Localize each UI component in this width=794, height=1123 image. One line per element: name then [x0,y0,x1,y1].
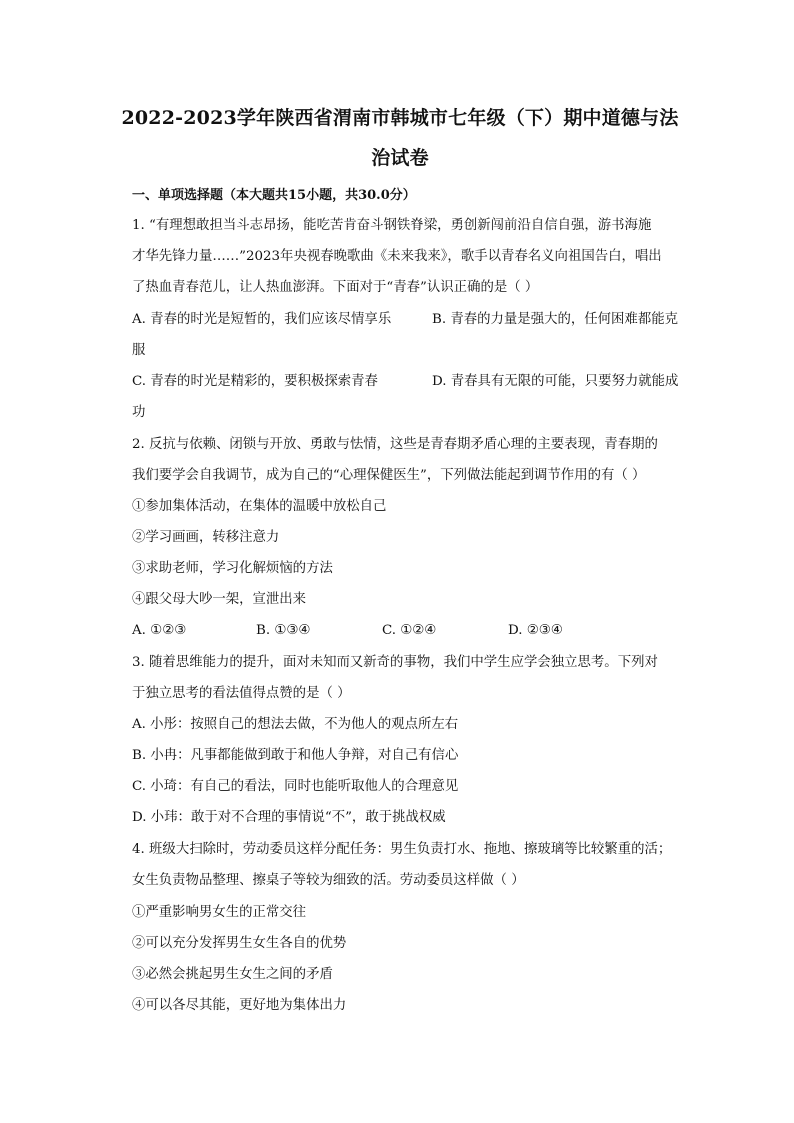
q2-stem-line-2: 我们要学会自我调节，成为自己的“心理保健医生”，下列做法能起到调节作用的有（ ） [132,468,646,483]
q3-stem-line-2: 于独立思考的看法值得点赞的是（ ） [132,686,351,701]
q2-option-b: B. ①③④ [256,623,311,638]
q2-item-2: ②学习画画，转移注意力 [132,530,280,545]
q4-stem-line-1: 4. 班级大扫除时，劳动委员这样分配任务：男生负责打水、拖地、擦玻璃等比较繁重的活； [132,842,672,857]
exam-title-line-2: 治试卷 [371,147,429,169]
q2-item-1: ①参加集体活动，在集体的温暖中放松自己 [132,499,387,514]
q4-item-3: ③必然会挑起男生女生之间的矛盾 [132,967,333,982]
q2-item-3: ③求助老师，学习化解烦恼的方法 [132,561,333,576]
q2-option-c: C. ①②④ [382,623,437,638]
q3-option-a: A. 小彤：按照自己的想法去做，不为他人的观点所左右 [132,717,459,732]
q1-option-b: B. 青春的力量是强大的，任何困难都能克 [432,312,678,327]
q4-item-2: ②可以充分发挥男生女生各自的优势 [132,936,347,951]
q2-option-d: D. ②③④ [508,623,563,638]
q4-item-4: ④可以各尽其能，更好地为集体出力 [132,998,347,1013]
q1-stem-line-1: 1. “有理想敢担当斗志昂扬，能吃苦肯奋斗钢铁脊梁，勇创新闯前沿自信自强，游书海施 [132,218,652,233]
q1-option-d-continued: 功 [132,405,146,420]
q2-stem-line-1: 2. 反抗与依赖、闭锁与开放、勇敢与怯情，这些是青春期矛盾心理的主要表现，青春期的 [132,437,658,452]
exam-title-line-1: 2022-2023学年陕西省渭南市韩城市七年级（下）期中道德与法 [121,107,679,129]
q3-option-d: D. 小玮：敢于对不合理的事情说“不”，敢于挑战权威 [132,810,446,825]
q3-option-c: C. 小琦：有自己的看法，同时也能听取他人的合理意见 [132,779,459,794]
q3-option-b: B. 小冉：凡事都能做到敢于和他人争辩，对自己有信心 [132,748,459,763]
q1-stem-line-2: 才华先锋力量……”2023年央视春晚歌曲《未来我来》，歌手以青春名义向祖国告白，唱出 [132,249,662,264]
q4-item-1: ①严重影响男女生的正常交往 [132,905,307,920]
q2-option-a: A. ①②③ [132,623,187,638]
section-heading: 一、单项选择题（本大题共15小题，共30.0分） [132,188,416,203]
q1-option-b-continued: 服 [132,343,146,358]
q1-option-a: A. 青春的时光是短暂的，我们应该尽情享乐 [132,312,392,327]
q1-option-d: D. 青春具有无限的可能，只要努力就能成 [432,374,679,389]
q4-stem-line-2: 女生负责物品整理、擦桌子等较为细致的活。劳动委员这样做（ ） [132,873,525,888]
q1-stem-line-3: 了热血青春范儿，让人热血澎湃。下面对于“青春”认识正确的是（ ） [132,280,539,295]
q1-option-c: C. 青春的时光是精彩的，要积极探索青春 [132,374,378,389]
q2-item-4: ④跟父母大吵一架，宣泄出来 [132,592,307,607]
q3-stem-line-1: 3. 随着思维能力的提升，面对未知而又新奇的事物，我们中学生应学会独立思考。下列对 [132,655,658,670]
